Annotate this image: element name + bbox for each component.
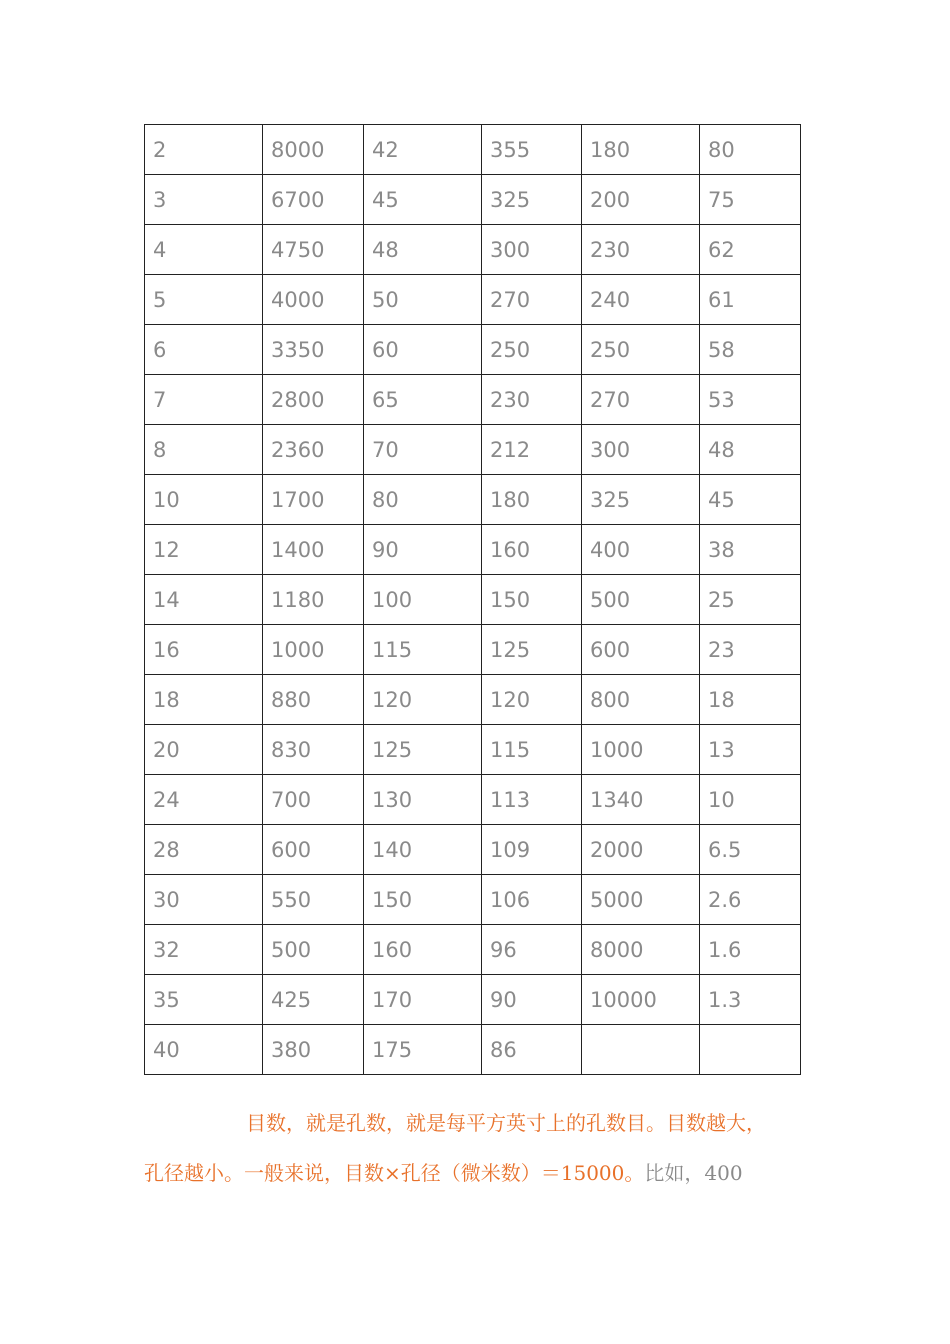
explanation-paragraph-line-1 bbox=[144, 1107, 824, 1136]
table-cell: 48 bbox=[700, 425, 801, 475]
table-cell: 32 bbox=[145, 925, 263, 975]
table-cell: 2000 bbox=[582, 825, 700, 875]
table-cell: 109 bbox=[482, 825, 582, 875]
table-cell: 800 bbox=[582, 675, 700, 725]
formula-text: 孔径越小。一般来说，目数×孔径（微米数）＝15000。 bbox=[144, 1161, 645, 1185]
table-cell: 8000 bbox=[263, 125, 364, 175]
table-cell: 2800 bbox=[263, 375, 364, 425]
table-cell: 8 bbox=[145, 425, 263, 475]
table-cell: 45 bbox=[700, 475, 801, 525]
table-body bbox=[145, 125, 801, 1075]
table-row bbox=[145, 675, 801, 725]
table-cell: 45 bbox=[364, 175, 482, 225]
table-row bbox=[145, 125, 801, 175]
table-cell: 23 bbox=[700, 625, 801, 675]
table-cell: 90 bbox=[482, 975, 582, 1025]
table-cell: 61 bbox=[700, 275, 801, 325]
table-cell: 1700 bbox=[263, 475, 364, 525]
table-cell bbox=[582, 1025, 700, 1075]
table-cell: 16 bbox=[145, 625, 263, 675]
table-cell: 58 bbox=[700, 325, 801, 375]
mesh-size-table bbox=[144, 124, 801, 1075]
table-cell: 1000 bbox=[263, 625, 364, 675]
table-row bbox=[145, 175, 801, 225]
table-cell: 106 bbox=[482, 875, 582, 925]
table-row bbox=[145, 575, 801, 625]
table-cell: 100 bbox=[364, 575, 482, 625]
table-cell: 1340 bbox=[582, 775, 700, 825]
table-cell: 25 bbox=[700, 575, 801, 625]
table-cell: 500 bbox=[582, 575, 700, 625]
table-cell: 113 bbox=[482, 775, 582, 825]
table-row bbox=[145, 725, 801, 775]
table-cell: 18 bbox=[145, 675, 263, 725]
table-cell: 8000 bbox=[582, 925, 700, 975]
table-cell: 425 bbox=[263, 975, 364, 1025]
table-cell: 600 bbox=[263, 825, 364, 875]
table-cell: 150 bbox=[482, 575, 582, 625]
table-row bbox=[145, 275, 801, 325]
explanation-paragraph-line-2 bbox=[144, 1157, 824, 1186]
table-cell: 380 bbox=[263, 1025, 364, 1075]
table-cell: 115 bbox=[364, 625, 482, 675]
table-row bbox=[145, 775, 801, 825]
table-row bbox=[145, 975, 801, 1025]
table-cell: 240 bbox=[582, 275, 700, 325]
table-cell: 7 bbox=[145, 375, 263, 425]
table-cell: 2 bbox=[145, 125, 263, 175]
table-cell: 125 bbox=[482, 625, 582, 675]
table-cell: 53 bbox=[700, 375, 801, 425]
table-cell: 325 bbox=[482, 175, 582, 225]
table-cell: 2360 bbox=[263, 425, 364, 475]
table-row bbox=[145, 1025, 801, 1075]
table-cell: 3 bbox=[145, 175, 263, 225]
table-cell: 2.6 bbox=[700, 875, 801, 925]
table-cell: 1.6 bbox=[700, 925, 801, 975]
table-cell: 86 bbox=[482, 1025, 582, 1075]
table-cell: 120 bbox=[482, 675, 582, 725]
table-row bbox=[145, 475, 801, 525]
table-cell: 10 bbox=[145, 475, 263, 525]
table-cell: 4 bbox=[145, 225, 263, 275]
table-cell: 180 bbox=[582, 125, 700, 175]
table-row bbox=[145, 325, 801, 375]
table-cell: 4750 bbox=[263, 225, 364, 275]
table-cell: 65 bbox=[364, 375, 482, 425]
table-cell: 90 bbox=[364, 525, 482, 575]
table-cell: 35 bbox=[145, 975, 263, 1025]
table-cell: 62 bbox=[700, 225, 801, 275]
table-cell: 75 bbox=[700, 175, 801, 225]
table-cell: 130 bbox=[364, 775, 482, 825]
table-cell: 3350 bbox=[263, 325, 364, 375]
table-cell: 1.3 bbox=[700, 975, 801, 1025]
table-cell: 170 bbox=[364, 975, 482, 1025]
table-cell: 6700 bbox=[263, 175, 364, 225]
table-cell: 400 bbox=[582, 525, 700, 575]
table-cell: 10 bbox=[700, 775, 801, 825]
table-cell: 140 bbox=[364, 825, 482, 875]
example-text: 比如，400 bbox=[644, 1161, 743, 1185]
table-cell bbox=[700, 1025, 801, 1075]
table-cell: 30 bbox=[145, 875, 263, 925]
table-cell: 4000 bbox=[263, 275, 364, 325]
table-cell: 250 bbox=[582, 325, 700, 375]
table-cell: 48 bbox=[364, 225, 482, 275]
table-cell: 880 bbox=[263, 675, 364, 725]
table-cell: 270 bbox=[482, 275, 582, 325]
table-cell: 120 bbox=[364, 675, 482, 725]
table-cell: 250 bbox=[482, 325, 582, 375]
table-cell: 1000 bbox=[582, 725, 700, 775]
table-cell: 160 bbox=[364, 925, 482, 975]
table-cell: 212 bbox=[482, 425, 582, 475]
table-cell: 80 bbox=[364, 475, 482, 525]
table-cell: 42 bbox=[364, 125, 482, 175]
table-row bbox=[145, 425, 801, 475]
table-cell: 355 bbox=[482, 125, 582, 175]
table-cell: 550 bbox=[263, 875, 364, 925]
table-cell: 500 bbox=[263, 925, 364, 975]
table-cell: 700 bbox=[263, 775, 364, 825]
table-cell: 13 bbox=[700, 725, 801, 775]
table-cell: 1180 bbox=[263, 575, 364, 625]
table-cell: 20 bbox=[145, 725, 263, 775]
table-cell: 270 bbox=[582, 375, 700, 425]
table-cell: 70 bbox=[364, 425, 482, 475]
table-cell: 300 bbox=[482, 225, 582, 275]
table-row bbox=[145, 625, 801, 675]
table-cell: 160 bbox=[482, 525, 582, 575]
table-cell: 200 bbox=[582, 175, 700, 225]
table-cell: 96 bbox=[482, 925, 582, 975]
table-cell: 5 bbox=[145, 275, 263, 325]
table-cell: 5000 bbox=[582, 875, 700, 925]
table-cell: 80 bbox=[700, 125, 801, 175]
table-cell: 50 bbox=[364, 275, 482, 325]
table-row bbox=[145, 875, 801, 925]
table-cell: 18 bbox=[700, 675, 801, 725]
table-cell: 150 bbox=[364, 875, 482, 925]
table-cell: 60 bbox=[364, 325, 482, 375]
table-row bbox=[145, 825, 801, 875]
table-cell: 38 bbox=[700, 525, 801, 575]
table-cell: 175 bbox=[364, 1025, 482, 1075]
table-cell: 14 bbox=[145, 575, 263, 625]
table-row bbox=[145, 525, 801, 575]
table-cell: 325 bbox=[582, 475, 700, 525]
table-cell: 230 bbox=[582, 225, 700, 275]
explanation-text: 目数，就是孔数，就是每平方英寸上的孔数目。目数越大， bbox=[246, 1111, 766, 1135]
table-cell: 10000 bbox=[582, 975, 700, 1025]
table-cell: 830 bbox=[263, 725, 364, 775]
table-cell: 24 bbox=[145, 775, 263, 825]
table-cell: 1400 bbox=[263, 525, 364, 575]
table-cell: 180 bbox=[482, 475, 582, 525]
table-cell: 6.5 bbox=[700, 825, 801, 875]
table-cell: 40 bbox=[145, 1025, 263, 1075]
table-cell: 115 bbox=[482, 725, 582, 775]
table-row bbox=[145, 375, 801, 425]
table-cell: 125 bbox=[364, 725, 482, 775]
table-cell: 300 bbox=[582, 425, 700, 475]
table-row bbox=[145, 925, 801, 975]
table-row bbox=[145, 225, 801, 275]
table-cell: 230 bbox=[482, 375, 582, 425]
table-cell: 28 bbox=[145, 825, 263, 875]
table-cell: 12 bbox=[145, 525, 263, 575]
table-cell: 6 bbox=[145, 325, 263, 375]
table-cell: 600 bbox=[582, 625, 700, 675]
